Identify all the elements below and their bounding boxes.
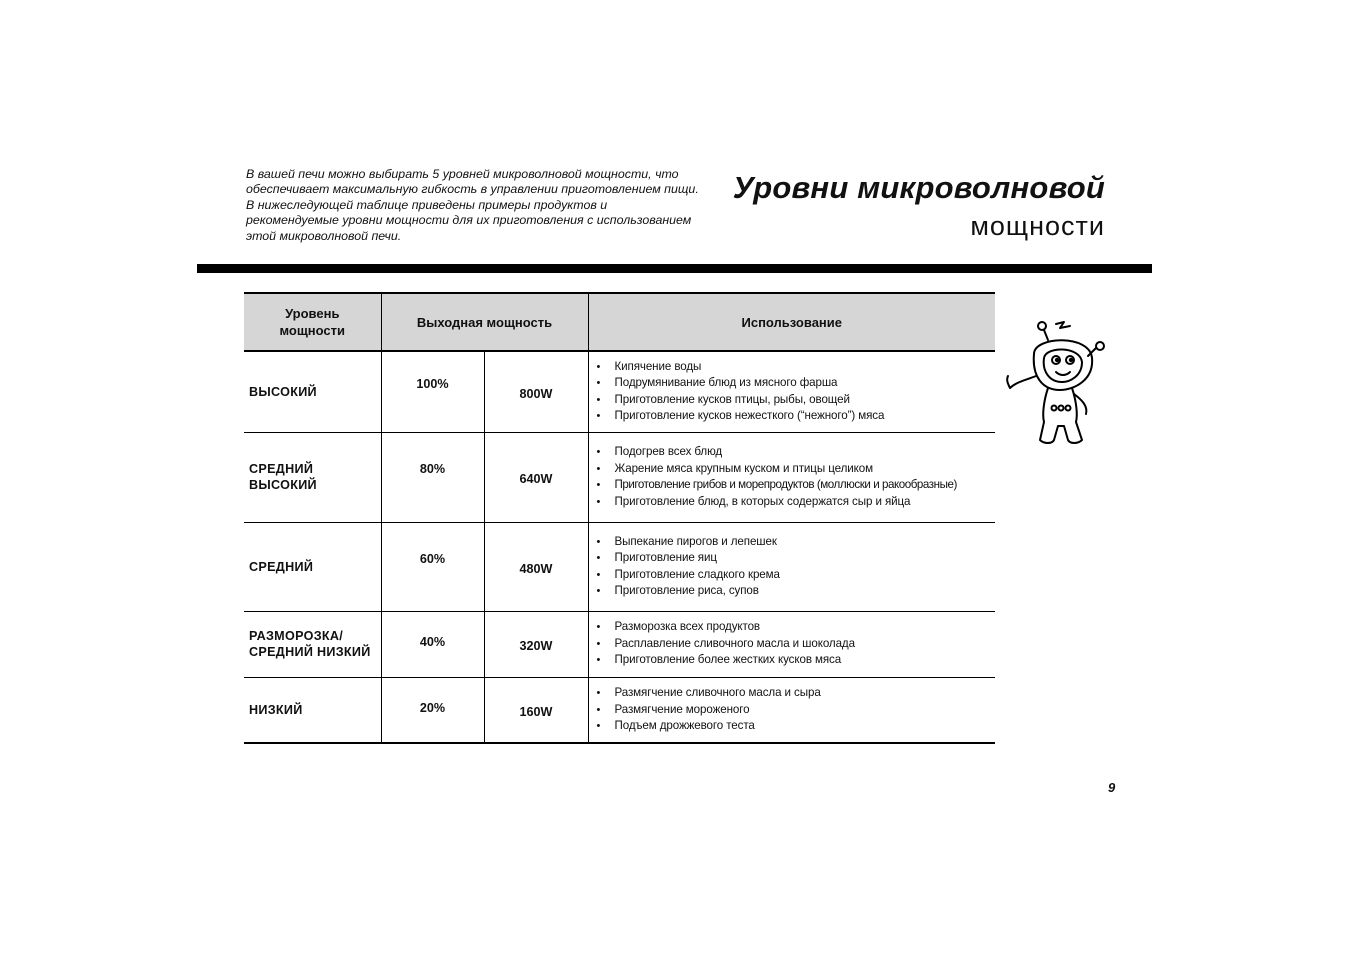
- table-row: [244, 611, 995, 677]
- watt-cell: [484, 677, 588, 743]
- list-item: • Приготовление грибов и морепродуктов (моллюски и ракообразные): [597, 477, 996, 494]
- power-levels-table: [244, 292, 995, 744]
- bullet-icon: •: [596, 687, 601, 699]
- table-row: [244, 677, 995, 743]
- percent-cell: [381, 677, 484, 743]
- list-item: • Приготовление яиц: [597, 550, 996, 567]
- usage-cell: [588, 351, 995, 432]
- list-item: • Выпекание пирогов и лепешек: [597, 534, 996, 551]
- page-title: Уровни микроволновой: [732, 170, 1105, 205]
- bullet-icon: •: [596, 720, 601, 732]
- percent-cell: [381, 522, 484, 611]
- watt-cell: [484, 432, 588, 522]
- bullet-icon: •: [596, 654, 601, 667]
- watt-value: 800W: [519, 386, 553, 401]
- bullet-icon: •: [596, 535, 601, 548]
- bullet-icon: •: [596, 637, 601, 650]
- usage-list: [589, 534, 996, 600]
- usage-cell: [588, 677, 995, 743]
- table-header-row: [244, 293, 995, 351]
- header-level: Уровень мощности: [244, 293, 381, 351]
- percent-cell: [381, 351, 484, 432]
- header-output: Выходная мощность: [381, 293, 588, 351]
- bullet-icon: •: [596, 377, 601, 390]
- bullet-icon: •: [596, 585, 601, 597]
- percent-value: 80%: [419, 462, 446, 476]
- percent-cell: [381, 611, 484, 677]
- table-row: [244, 351, 995, 432]
- robot-mascot-icon: [1004, 318, 1116, 448]
- usage-list: [589, 619, 996, 669]
- page-subtitle: мощности: [970, 211, 1105, 241]
- usage-cell: [588, 432, 995, 522]
- list-item: • Размягчение сливочного масла и сыра: [597, 685, 996, 702]
- list-item: • Подрумянивание блюд из мясного фарша: [597, 375, 996, 392]
- list-item: • Разморозка всех продуктов: [597, 619, 996, 636]
- usage-list: [589, 685, 996, 735]
- list-item: • Приготовление блюд, в которых содержатся сыр и яйца: [597, 494, 996, 511]
- bullet-icon: •: [596, 462, 601, 475]
- list-item: • Кипячение воды: [597, 359, 996, 376]
- watt-cell: [484, 351, 588, 432]
- table-row: [244, 432, 995, 522]
- page-number: 9: [1108, 780, 1116, 795]
- list-item: • Приготовление кусков птицы, рыбы, овощей: [597, 392, 996, 409]
- header-divider: [197, 264, 1152, 273]
- list-item: • Жарение мяса крупным куском и птицы целиком: [597, 461, 996, 478]
- watt-value: 640W: [519, 472, 553, 486]
- bullet-icon: •: [596, 703, 601, 716]
- bullet-icon: •: [596, 479, 601, 491]
- level-cell: СРЕДНИЙ: [244, 522, 381, 611]
- usage-cell: [588, 522, 995, 611]
- level-cell: СРЕДНИЙ ВЫСОКИЙ: [244, 432, 381, 522]
- header-usage: Использование: [588, 293, 995, 351]
- list-item: • Приготовление сладкого крема: [597, 567, 996, 584]
- intro-text: В вашей печи можно выбирать 5 уровней микроволновой мощности, что обеспечивает максимальную гибкость в управлении приготовлением пищи. В нижеследующей таблице приведены примеры продуктов и рекомендуемые уровни мощности для их приготовления с использованием этой микроволновой печи.: [246, 167, 699, 243]
- percent-value: 40%: [419, 635, 446, 649]
- watt-value: 480W: [519, 561, 553, 576]
- watt-cell: [484, 611, 588, 677]
- list-item: • Подъем дрожжевого теста: [597, 718, 996, 735]
- table-row: [244, 522, 995, 611]
- percent-cell: [381, 432, 484, 522]
- bullet-icon: •: [596, 495, 601, 508]
- list-item: • Приготовление более жестких кусков мяса: [597, 652, 996, 669]
- watt-cell: [484, 522, 588, 611]
- level-cell: НИЗКИЙ: [244, 677, 381, 743]
- bullet-icon: •: [596, 393, 601, 406]
- list-item: • Размягчение мороженого: [597, 702, 996, 719]
- watt-value: 320W: [519, 639, 553, 653]
- bullet-icon: •: [596, 446, 601, 458]
- percent-value: 60%: [419, 551, 446, 566]
- list-item: • Подогрев всех блюд: [597, 444, 996, 461]
- bullet-icon: •: [596, 360, 601, 373]
- percent-value: 20%: [419, 700, 446, 715]
- level-cell: ВЫСОКИЙ: [244, 351, 381, 432]
- bullet-icon: •: [596, 410, 601, 423]
- list-item: • Расплавление сливочного масла и шоколада: [597, 636, 996, 653]
- usage-list: [589, 359, 996, 425]
- list-item: • Приготовление кусков нежесткого (“нежного”) мяса: [597, 408, 996, 425]
- bullet-icon: •: [596, 621, 601, 634]
- usage-list: [589, 444, 996, 510]
- level-cell: РАЗМОРОЗКА/ СРЕДНИЙ НИЗКИЙ: [244, 611, 381, 677]
- bullet-icon: •: [596, 552, 601, 564]
- bullet-icon: •: [596, 568, 601, 581]
- list-item: • Приготовление риса, супов: [597, 583, 996, 600]
- watt-value: 160W: [519, 704, 553, 719]
- usage-cell: [588, 611, 995, 677]
- percent-value: 100%: [416, 376, 449, 391]
